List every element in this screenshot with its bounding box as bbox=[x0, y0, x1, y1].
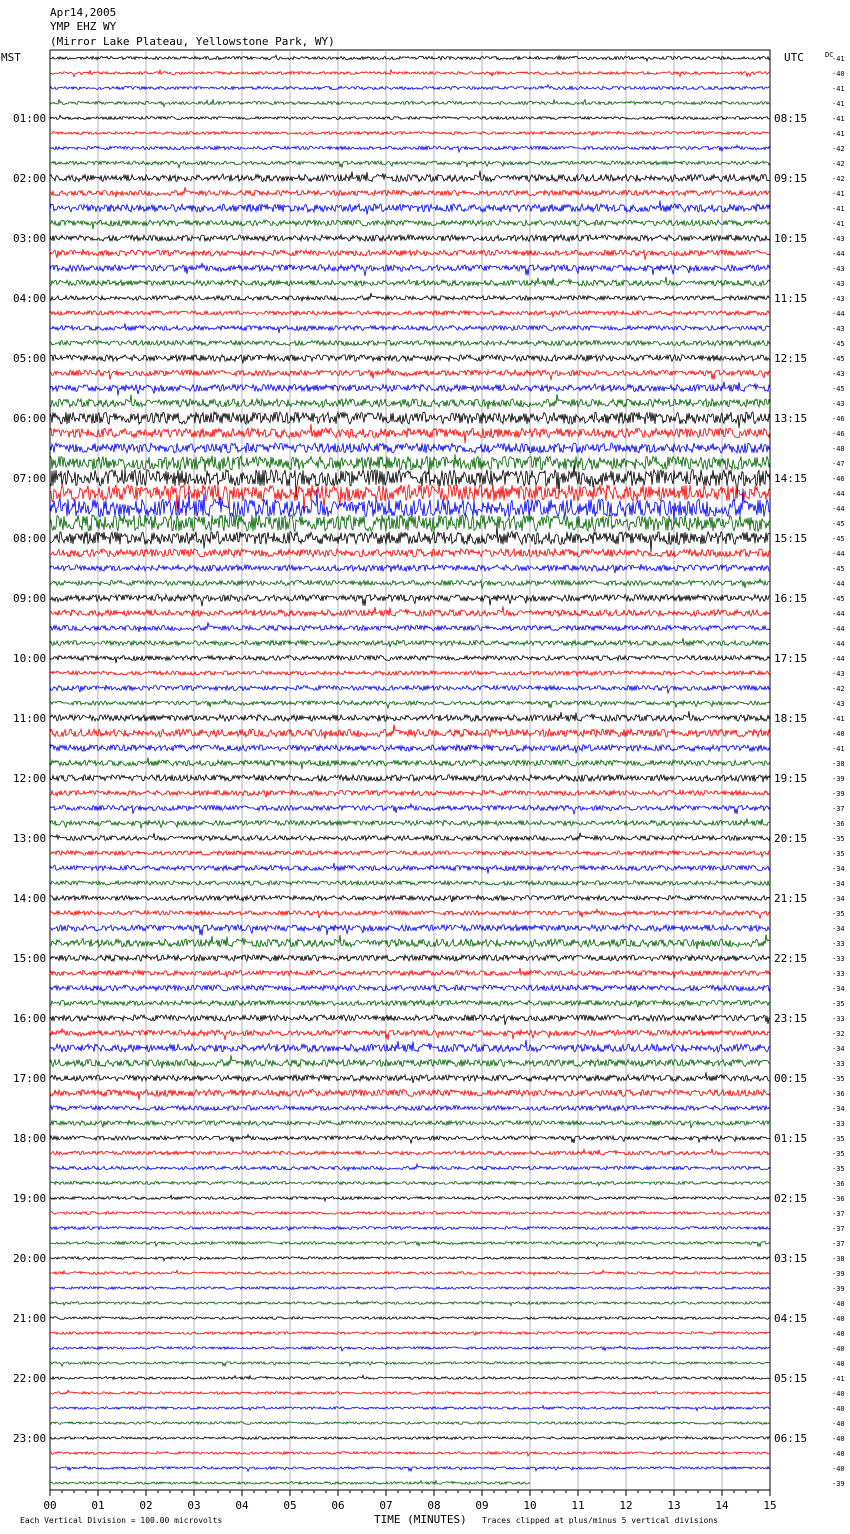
dc-offset: -34 bbox=[832, 895, 845, 903]
dc-offset: -33 bbox=[832, 1120, 845, 1128]
trace-line bbox=[50, 1149, 770, 1155]
dc-offset: -41 bbox=[832, 1375, 845, 1383]
trace-line bbox=[50, 1452, 770, 1456]
right-hour-label: 05:15 bbox=[774, 1372, 808, 1385]
trace-line bbox=[50, 1301, 770, 1306]
trace-line bbox=[50, 1181, 770, 1185]
left-hour-label: 06:00 bbox=[13, 412, 47, 425]
right-hour-label: 01:15 bbox=[774, 1132, 808, 1145]
dc-offset: -41 bbox=[832, 100, 845, 108]
dc-offset: -33 bbox=[832, 1060, 845, 1068]
dc-offset: -45 bbox=[832, 535, 845, 543]
trace-line bbox=[50, 579, 770, 589]
trace-line bbox=[50, 863, 770, 873]
dc-offset: -39 bbox=[832, 775, 845, 783]
right-hour-label: 08:15 bbox=[774, 112, 808, 125]
trace-line bbox=[50, 235, 770, 242]
x-tick-label: 14 bbox=[715, 1499, 729, 1512]
x-tick-label: 08 bbox=[427, 1499, 441, 1512]
dc-offset: -36 bbox=[832, 1180, 845, 1188]
trace-line bbox=[50, 1241, 770, 1247]
right-hour-label: 18:15 bbox=[774, 712, 808, 725]
trace-line bbox=[50, 323, 770, 333]
trace-line bbox=[50, 725, 770, 739]
right-hour-label: 09:15 bbox=[774, 172, 808, 185]
left-hour-label: 20:00 bbox=[13, 1252, 47, 1265]
footer-clip-note: Traces clipped at plus/minus 5 vertical divisions bbox=[482, 1516, 719, 1525]
trace-line bbox=[50, 935, 770, 949]
trace-line bbox=[50, 85, 770, 90]
trace-line bbox=[50, 70, 770, 77]
x-tick-label: 04 bbox=[235, 1499, 249, 1512]
header bbox=[50, 6, 335, 48]
dc-label: DC bbox=[825, 51, 834, 59]
trace-line bbox=[50, 1406, 770, 1411]
dc-offset: -41 bbox=[832, 190, 845, 198]
dc-offset: -39 bbox=[832, 1480, 845, 1488]
trace-line bbox=[50, 1375, 770, 1380]
x-tick-label: 07 bbox=[379, 1499, 393, 1512]
trace-line bbox=[50, 131, 770, 135]
dc-offset: -35 bbox=[832, 1135, 845, 1143]
trace-line bbox=[50, 1000, 770, 1008]
left-hour-label: 10:00 bbox=[13, 652, 47, 665]
dc-offset: -39 bbox=[832, 1270, 845, 1278]
dc-offset: -41 bbox=[832, 85, 845, 93]
dc-offset: -35 bbox=[832, 835, 845, 843]
dc-offset: -42 bbox=[832, 145, 845, 153]
footer bbox=[20, 1513, 718, 1526]
dc-offset: -40 bbox=[832, 1330, 845, 1338]
trace-line bbox=[50, 1090, 770, 1101]
dc-offset: -35 bbox=[832, 1150, 845, 1158]
x-tick-label: 10 bbox=[523, 1499, 537, 1512]
dc-offset: -42 bbox=[832, 685, 845, 693]
trace-line bbox=[50, 293, 770, 301]
trace-line bbox=[50, 263, 770, 276]
dc-offset: -33 bbox=[832, 970, 845, 978]
dc-offset: -44 bbox=[832, 505, 845, 513]
left-hour-label: 11:00 bbox=[13, 712, 47, 725]
trace-line bbox=[50, 55, 770, 61]
dc-offset: -41 bbox=[832, 205, 845, 213]
right-hour-label: 10:15 bbox=[774, 232, 808, 245]
trace-line bbox=[50, 311, 770, 317]
right-hour-label: 23:15 bbox=[774, 1012, 808, 1025]
dc-offset: -46 bbox=[832, 475, 845, 483]
trace-line bbox=[50, 1055, 770, 1068]
x-tick-label: 15 bbox=[763, 1499, 777, 1512]
dc-offset: -44 bbox=[832, 625, 845, 633]
right-hour-label: 20:15 bbox=[774, 832, 808, 845]
right-hour-label: 03:15 bbox=[774, 1252, 808, 1265]
dc-offset: -35 bbox=[832, 1075, 845, 1083]
dc-offset: -37 bbox=[832, 805, 845, 813]
right-hour-label: 15:15 bbox=[774, 532, 808, 545]
trace-line bbox=[50, 443, 770, 453]
trace-line bbox=[50, 774, 770, 782]
left-hour-label: 13:00 bbox=[13, 832, 47, 845]
trace-line bbox=[50, 549, 770, 557]
x-axis-ticks bbox=[43, 1490, 776, 1512]
trace-line bbox=[50, 115, 770, 119]
left-hour-labels bbox=[13, 112, 46, 1445]
trace-line bbox=[50, 368, 770, 380]
dc-offset: -45 bbox=[832, 565, 845, 573]
trace-line bbox=[50, 985, 770, 991]
trace-line bbox=[50, 1195, 770, 1201]
dc-offset: -44 bbox=[832, 310, 845, 318]
trace-line bbox=[50, 187, 770, 197]
dc-offset: -37 bbox=[832, 1225, 845, 1233]
dc-offset: -43 bbox=[832, 295, 845, 303]
right-hour-label: 11:15 bbox=[774, 292, 808, 305]
trace-line bbox=[50, 606, 770, 616]
left-hour-label: 16:00 bbox=[13, 1012, 47, 1025]
dc-offset: -40 bbox=[832, 1405, 845, 1413]
dc-offset: -34 bbox=[832, 865, 845, 873]
trace-line bbox=[50, 790, 770, 798]
trace-line bbox=[50, 1164, 770, 1171]
dc-offset: -45 bbox=[832, 595, 845, 603]
trace-line bbox=[50, 622, 770, 632]
trace-line bbox=[50, 220, 770, 229]
dc-offset: -44 bbox=[832, 490, 845, 498]
dc-offset: -42 bbox=[832, 160, 845, 168]
trace-line bbox=[50, 1072, 770, 1083]
dc-offset: -36 bbox=[832, 820, 845, 828]
left-hour-label: 17:00 bbox=[13, 1072, 47, 1085]
left-hour-label: 09:00 bbox=[13, 592, 47, 605]
dc-offset: -41 bbox=[832, 115, 845, 123]
left-hour-label: 05:00 bbox=[13, 352, 47, 365]
dc-offset: -39 bbox=[832, 790, 845, 798]
trace-line bbox=[50, 595, 770, 607]
right-hour-label: 13:15 bbox=[774, 412, 808, 425]
left-hour-label: 12:00 bbox=[13, 772, 47, 785]
dc-offset: -40 bbox=[832, 1345, 845, 1353]
seismic-traces bbox=[50, 55, 770, 1484]
trace-line bbox=[50, 99, 770, 106]
trace-line bbox=[50, 1270, 770, 1275]
x-tick-label: 03 bbox=[187, 1499, 201, 1512]
x-tick-label: 12 bbox=[619, 1499, 633, 1512]
right-hour-label: 19:15 bbox=[774, 772, 808, 785]
dc-offset: -34 bbox=[832, 985, 845, 993]
dc-offset: -48 bbox=[832, 445, 845, 453]
trace-line bbox=[50, 638, 770, 647]
trace-line bbox=[50, 818, 770, 828]
trace-line bbox=[50, 1135, 770, 1143]
dc-offset: -41 bbox=[832, 715, 845, 723]
dc-offset: -34 bbox=[832, 925, 845, 933]
right-hour-label: 16:15 bbox=[774, 592, 808, 605]
right-hour-label: 17:15 bbox=[774, 652, 808, 665]
trace-line bbox=[50, 161, 770, 168]
dc-offset: -44 bbox=[832, 550, 845, 558]
dc-offset: -43 bbox=[832, 235, 845, 243]
right-hour-label: 14:15 bbox=[774, 472, 808, 485]
dc-offset: -35 bbox=[832, 1000, 845, 1008]
dc-offset: -33 bbox=[832, 955, 845, 963]
left-axis-label: MST bbox=[1, 51, 21, 64]
dc-offset: -43 bbox=[832, 280, 845, 288]
trace-line bbox=[50, 1028, 770, 1040]
dc-offset: -38 bbox=[832, 1255, 845, 1263]
trace-line bbox=[50, 700, 770, 708]
dc-offset: -39 bbox=[832, 1285, 845, 1293]
trace-line bbox=[50, 200, 770, 214]
left-hour-label: 14:00 bbox=[13, 892, 47, 905]
x-tick-label: 05 bbox=[283, 1499, 297, 1512]
x-tick-label: 06 bbox=[331, 1499, 345, 1512]
left-hour-label: 22:00 bbox=[13, 1372, 47, 1385]
trace-line bbox=[50, 1331, 770, 1335]
trace-line bbox=[50, 394, 770, 409]
dc-offset: -33 bbox=[832, 940, 845, 948]
right-hour-label: 00:15 bbox=[774, 1072, 808, 1085]
trace-line bbox=[50, 145, 770, 152]
right-hour-label: 21:15 bbox=[774, 892, 808, 905]
right-hour-label: 04:15 bbox=[774, 1312, 808, 1325]
dc-offset: -44 bbox=[832, 580, 845, 588]
dc-offset: -40 bbox=[832, 730, 845, 738]
header-station: YMP EHZ WY bbox=[50, 20, 117, 33]
dc-offset: -41 bbox=[832, 55, 845, 63]
trace-line bbox=[50, 249, 770, 259]
dc-offset: -44 bbox=[832, 640, 845, 648]
trace-line bbox=[50, 758, 770, 770]
dc-offset: -43 bbox=[832, 700, 845, 708]
right-hour-label: 22:15 bbox=[774, 952, 808, 965]
x-axis-label: TIME (MINUTES) bbox=[374, 1513, 467, 1526]
dc-offset: -33 bbox=[832, 1015, 845, 1023]
dc-offset: -37 bbox=[832, 1210, 845, 1218]
trace-line bbox=[50, 1226, 770, 1230]
dc-offset: -32 bbox=[832, 1030, 845, 1038]
trace-line bbox=[50, 1287, 770, 1290]
trace-line bbox=[50, 1362, 770, 1367]
trace-line bbox=[50, 277, 770, 286]
dc-offset: -35 bbox=[832, 850, 845, 858]
footer-scale: Each Vertical Division = 100.00 microvolts bbox=[20, 1516, 223, 1525]
dc-offset: -44 bbox=[832, 610, 845, 618]
right-hour-labels bbox=[774, 112, 807, 1445]
dc-offset: -40 bbox=[832, 70, 845, 78]
left-hour-label: 19:00 bbox=[13, 1192, 47, 1205]
trace-line bbox=[50, 656, 770, 664]
dc-offset-labels bbox=[832, 55, 845, 1488]
dc-offset: -45 bbox=[832, 340, 845, 348]
dc-offset: -40 bbox=[832, 1360, 845, 1368]
right-hour-label: 02:15 bbox=[774, 1192, 808, 1205]
dc-offset: -36 bbox=[832, 1090, 845, 1098]
trace-line bbox=[50, 851, 770, 857]
x-tick-label: 01 bbox=[91, 1499, 105, 1512]
x-tick-label: 00 bbox=[43, 1499, 57, 1512]
left-hour-label: 21:00 bbox=[13, 1312, 47, 1325]
trace-line bbox=[50, 833, 770, 842]
trace-line bbox=[50, 1105, 770, 1111]
dc-offset: -35 bbox=[832, 910, 845, 918]
header-date: Apr14,2005 bbox=[50, 6, 117, 19]
trace-line bbox=[50, 424, 770, 444]
dc-offset: -45 bbox=[832, 520, 845, 528]
left-hour-label: 18:00 bbox=[13, 1132, 47, 1145]
left-hour-label: 15:00 bbox=[13, 952, 47, 965]
trace-line bbox=[50, 1436, 770, 1440]
left-hour-label: 08:00 bbox=[13, 532, 47, 545]
trace-line bbox=[50, 745, 770, 753]
dc-offset: -46 bbox=[832, 430, 845, 438]
trace-line bbox=[50, 1212, 770, 1215]
trace-line bbox=[50, 1466, 770, 1471]
left-hour-label: 03:00 bbox=[13, 232, 47, 245]
dc-offset: -44 bbox=[832, 655, 845, 663]
left-hour-label: 01:00 bbox=[13, 112, 47, 125]
header-location: (Mirror Lake Plateau, Yellowstone Park, WY) bbox=[50, 35, 335, 48]
dc-offset: -43 bbox=[832, 670, 845, 678]
trace-line bbox=[50, 1256, 770, 1261]
trace-line bbox=[50, 382, 770, 396]
dc-offset: -43 bbox=[832, 265, 845, 273]
left-hour-label: 23:00 bbox=[13, 1432, 47, 1445]
dc-offset: -42 bbox=[832, 175, 845, 183]
trace-line bbox=[50, 340, 770, 346]
trace-line bbox=[50, 1040, 770, 1052]
left-hour-label: 04:00 bbox=[13, 292, 47, 305]
dc-offset: -45 bbox=[832, 385, 845, 393]
left-hour-label: 02:00 bbox=[13, 172, 47, 185]
trace-line bbox=[50, 1346, 770, 1351]
trace-line bbox=[50, 1390, 770, 1394]
dc-offset: -41 bbox=[832, 220, 845, 228]
dc-offset: -35 bbox=[832, 1165, 845, 1173]
trace-line bbox=[50, 515, 770, 532]
dc-offset: -40 bbox=[832, 1390, 845, 1398]
trace-line bbox=[50, 564, 770, 573]
x-tick-label: 02 bbox=[139, 1499, 153, 1512]
trace-line bbox=[50, 1317, 770, 1320]
dc-offset: -43 bbox=[832, 400, 845, 408]
trace-line bbox=[50, 354, 770, 364]
trace-line bbox=[50, 1120, 770, 1128]
dc-offset: -47 bbox=[832, 460, 845, 468]
trace-line bbox=[50, 955, 770, 961]
dc-offset: -40 bbox=[832, 1450, 845, 1458]
dc-offset: -40 bbox=[832, 1315, 845, 1323]
trace-line bbox=[50, 711, 770, 721]
right-hour-label: 06:15 bbox=[774, 1432, 808, 1445]
trace-line bbox=[50, 685, 770, 694]
dc-offset: -45 bbox=[832, 355, 845, 363]
dc-offset: -41 bbox=[832, 745, 845, 753]
dc-offset: -41 bbox=[832, 130, 845, 138]
dc-offset: -40 bbox=[832, 1435, 845, 1443]
dc-offset: -40 bbox=[832, 1420, 845, 1428]
trace-line bbox=[50, 895, 770, 902]
trace-line bbox=[50, 925, 770, 936]
dc-offset: -44 bbox=[832, 250, 845, 258]
x-tick-label: 11 bbox=[571, 1499, 585, 1512]
trace-line bbox=[50, 171, 770, 182]
trace-line bbox=[50, 909, 770, 918]
trace-line bbox=[50, 881, 770, 885]
trace-line bbox=[50, 412, 770, 428]
trace-line bbox=[50, 671, 770, 676]
dc-offset: -43 bbox=[832, 370, 845, 378]
dc-offset: -40 bbox=[832, 1465, 845, 1473]
trace-line bbox=[50, 968, 770, 978]
right-hour-label: 12:15 bbox=[774, 352, 808, 365]
dc-offset: -36 bbox=[832, 1195, 845, 1203]
dc-offset: -34 bbox=[832, 1105, 845, 1113]
dc-offset: -34 bbox=[832, 1045, 845, 1053]
trace-line bbox=[50, 804, 770, 814]
x-tick-label: 13 bbox=[667, 1499, 681, 1512]
dc-offset: -37 bbox=[832, 1240, 845, 1248]
x-tick-label: 09 bbox=[475, 1499, 489, 1512]
right-axis-label: UTC bbox=[784, 51, 804, 64]
dc-offset: -43 bbox=[832, 325, 845, 333]
dc-offset: -40 bbox=[832, 1300, 845, 1308]
trace-line bbox=[50, 1015, 770, 1025]
dc-offset: -34 bbox=[832, 880, 845, 888]
dc-offset: -46 bbox=[832, 415, 845, 423]
left-hour-label: 07:00 bbox=[13, 472, 47, 485]
dc-offset: -38 bbox=[832, 760, 845, 768]
trace-line bbox=[50, 1422, 770, 1425]
